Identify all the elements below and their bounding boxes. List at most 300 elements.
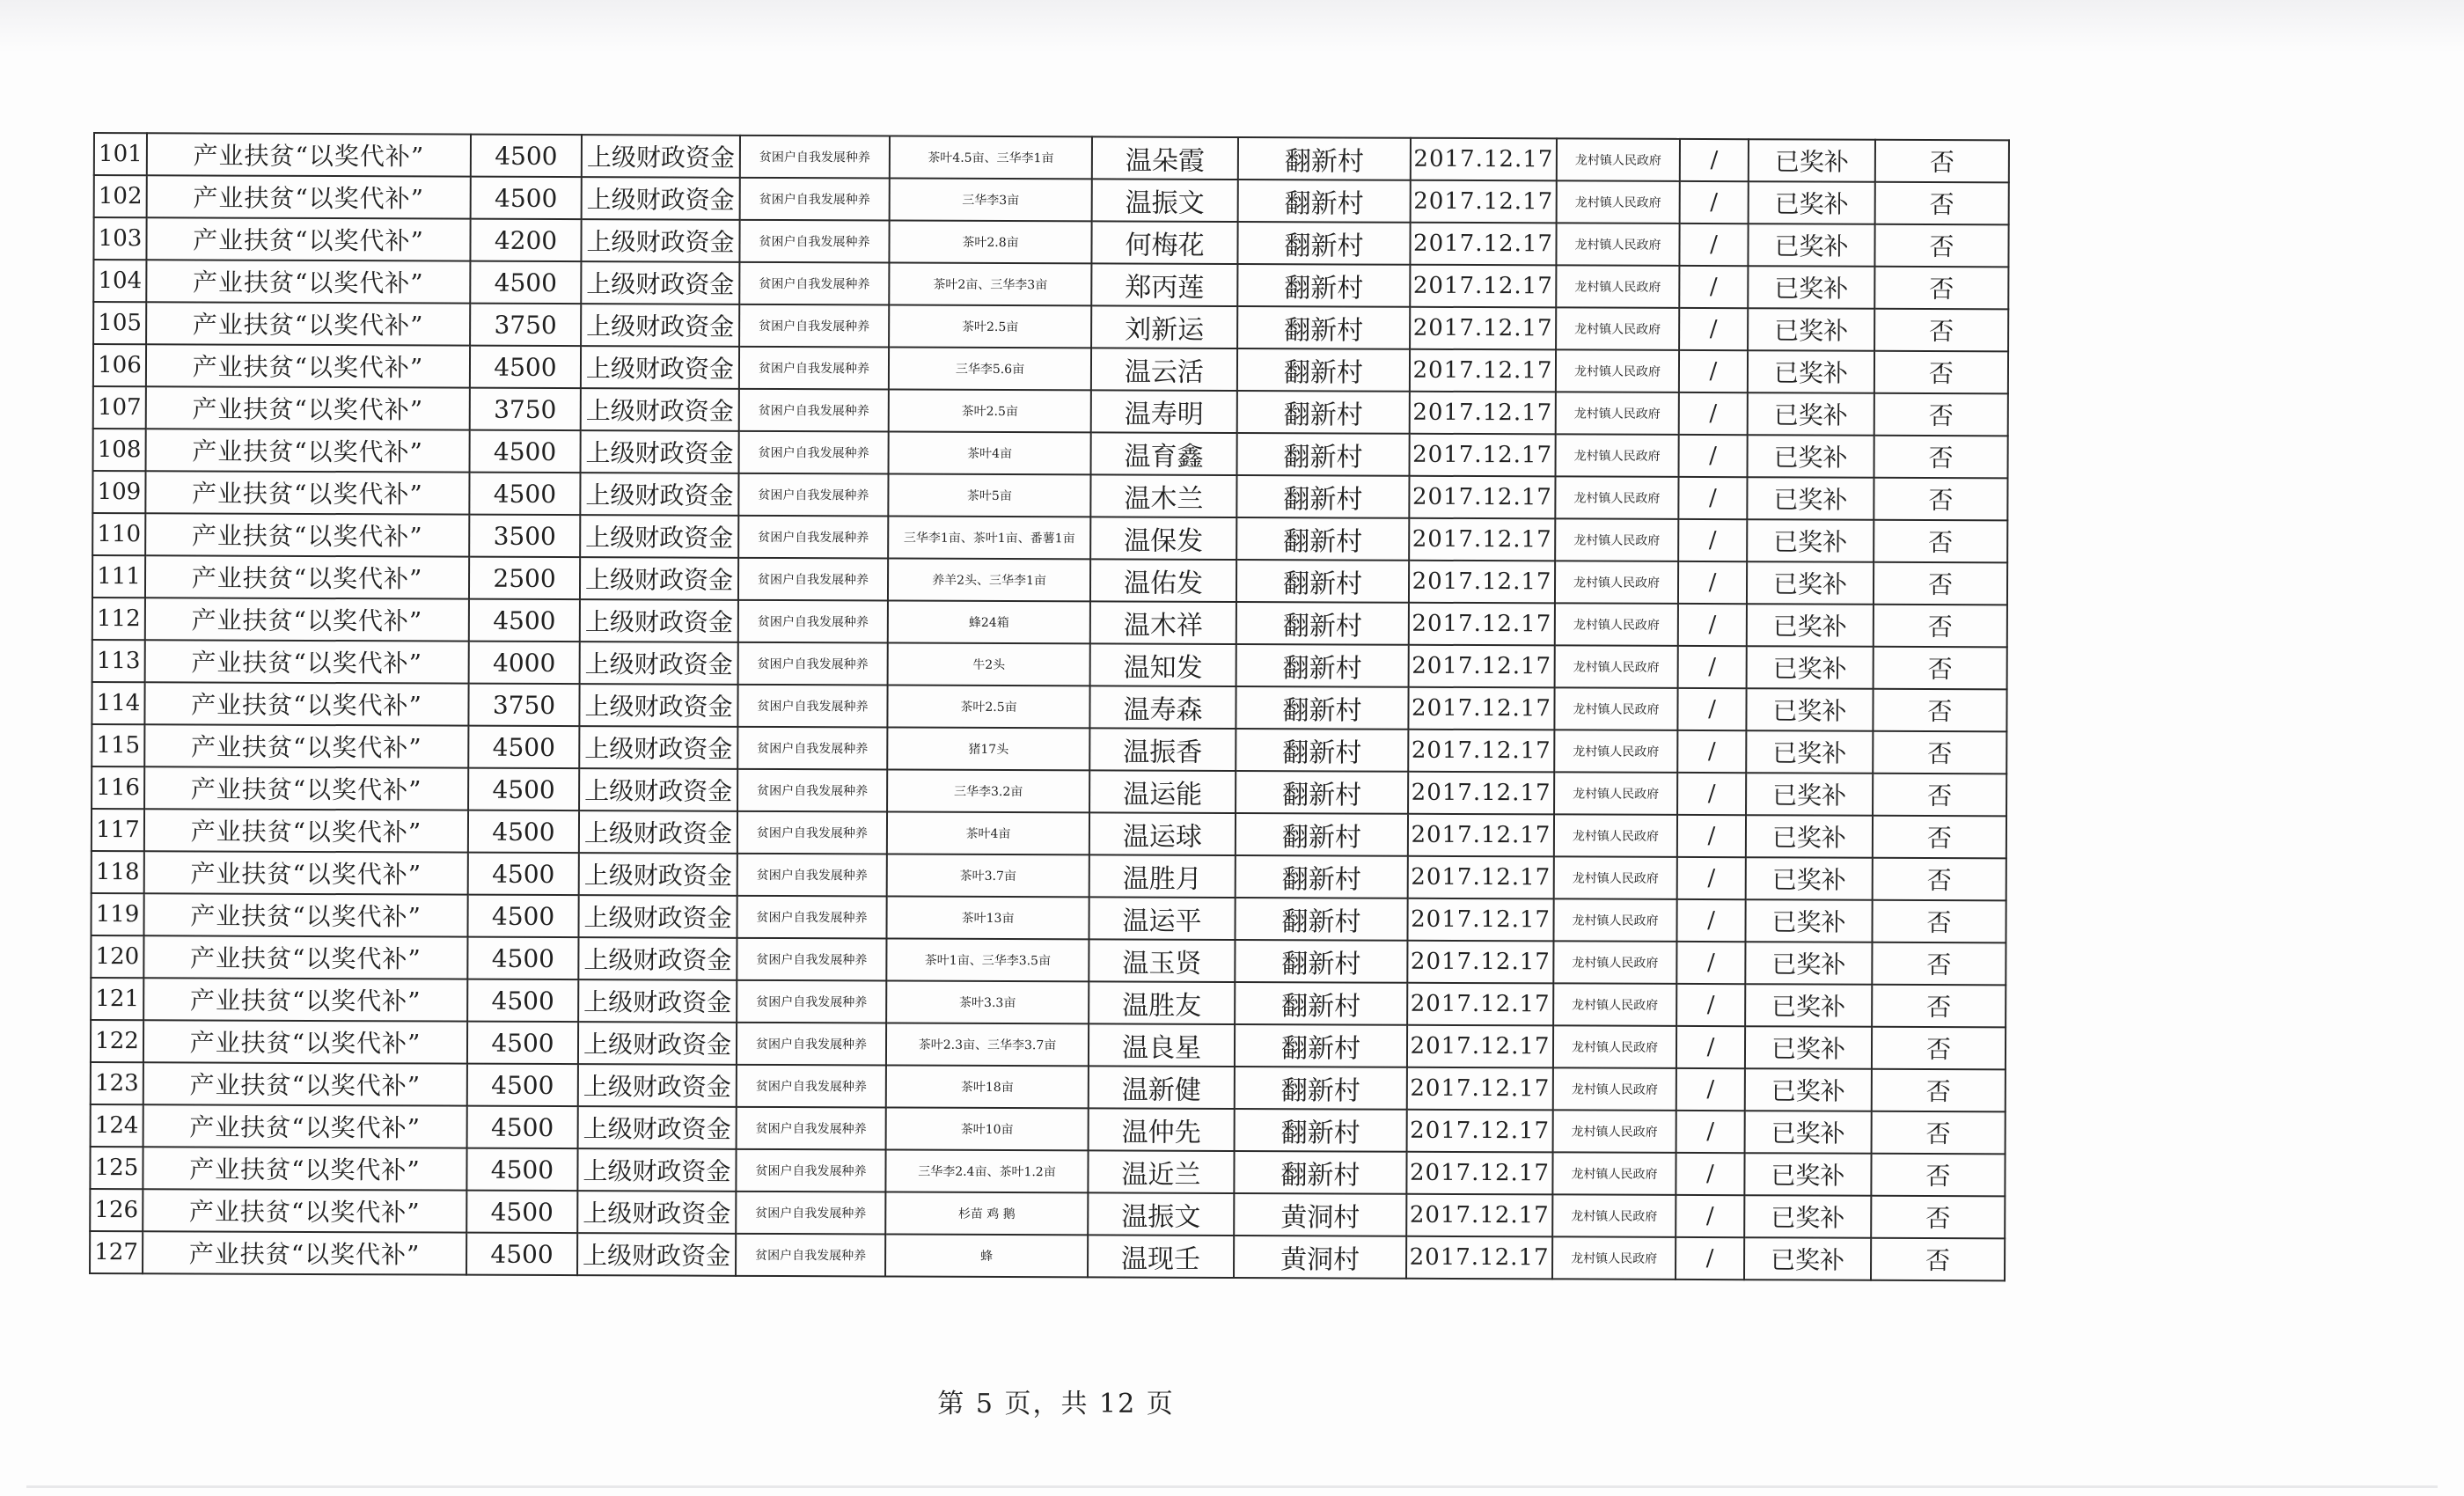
row-number-cell: 121: [91, 978, 143, 1020]
table-row: [92, 640, 2007, 689]
table-row: [93, 429, 2008, 478]
blank-mark-cell: /: [1680, 181, 1749, 224]
beneficiary-name-cell: 温新健: [1089, 1066, 1235, 1109]
subsidy-amount-cell: 4500: [469, 473, 580, 515]
row-number-cell: 127: [90, 1231, 143, 1273]
subsidy-status-cell: 已奖补: [1748, 224, 1874, 267]
issuing-org-cell: 龙村镇人民政府: [1554, 772, 1677, 815]
issuing-org-cell: 龙村镇人民政府: [1553, 1025, 1676, 1068]
beneficiary-name-cell: 温玉贤: [1089, 939, 1235, 982]
subsidy-status-cell: 已奖补: [1746, 773, 1873, 816]
issuing-org-cell: 龙村镇人民政府: [1556, 223, 1679, 266]
payment-date-cell: 2017.12.17: [1408, 856, 1554, 899]
project-name-cell: 产业扶贫“以奖代补”: [143, 935, 467, 979]
subsidy-amount-cell: 4500: [470, 430, 581, 473]
support-type-cell: 贫困户自我发展种养: [737, 896, 886, 939]
subsidy-status-cell: 已奖补: [1747, 646, 1874, 689]
planting-detail-cell: 三华李3亩: [890, 178, 1092, 221]
row-number-cell: 114: [92, 682, 144, 724]
blank-mark-cell: /: [1678, 561, 1747, 604]
subsidy-amount-cell: 3750: [468, 684, 579, 726]
payment-date-cell: 2017.12.17: [1407, 1067, 1553, 1111]
row-number-cell: 104: [93, 260, 146, 302]
beneficiary-name-cell: 刘新运: [1091, 305, 1237, 348]
project-name-cell: 产业扶贫“以奖代补”: [143, 893, 467, 936]
project-name-cell: 产业扶贫“以奖代补”: [143, 1147, 466, 1190]
payment-date-cell: 2017.12.17: [1406, 1194, 1552, 1237]
support-type-cell: 贫困户自我发展种养: [738, 558, 888, 601]
fund-source-cell: 上级财政资金: [581, 388, 739, 431]
fund-source-cell: 上级财政资金: [579, 684, 737, 727]
subsidy-status-cell: 已奖补: [1745, 899, 1872, 942]
planting-detail-cell: 茶叶2.3亩、三华李3.7亩: [886, 1023, 1089, 1066]
planting-detail-cell: 茶叶10亩: [886, 1107, 1089, 1150]
village-name-cell: 翻新村: [1234, 1151, 1406, 1194]
subsidy-amount-cell: 4500: [467, 895, 578, 937]
flag-value-cell: 否: [1875, 182, 2009, 225]
issuing-org-cell: 龙村镇人民政府: [1555, 561, 1678, 604]
planting-detail-cell: 茶叶1亩、三华李3.5亩: [886, 938, 1089, 981]
village-name-cell: 翻新村: [1236, 644, 1409, 687]
fund-source-cell: 上级财政资金: [582, 135, 740, 178]
subsidy-amount-cell: 2500: [469, 557, 580, 599]
project-name-cell: 产业扶贫“以奖代补”: [146, 260, 470, 303]
fund-source-cell: 上级财政资金: [580, 473, 738, 516]
blank-mark-cell: /: [1676, 1153, 1744, 1195]
beneficiary-name-cell: 温运平: [1089, 897, 1235, 940]
project-name-cell: 产业扶贫“以奖代补”: [145, 640, 469, 683]
blank-mark-cell: /: [1676, 899, 1745, 942]
issuing-org-cell: 龙村镇人民政府: [1554, 730, 1677, 773]
issuing-org-cell: 龙村镇人民政府: [1556, 349, 1679, 392]
subsidy-amount-cell: 4500: [469, 599, 580, 642]
fund-source-cell: 上级财政资金: [577, 1233, 736, 1276]
project-name-cell: 产业扶贫“以奖代补”: [143, 978, 467, 1021]
support-type-cell: 贫困户自我发展种养: [736, 1192, 885, 1235]
fund-source-cell: 上级财政资金: [581, 304, 739, 347]
row-number-cell: 106: [93, 344, 146, 386]
payment-date-cell: 2017.12.17: [1406, 1236, 1552, 1280]
support-type-cell: 贫困户自我发展种养: [739, 347, 889, 390]
planting-detail-cell: 三华李3.2亩: [887, 769, 1089, 812]
support-type-cell: 贫困户自我发展种养: [737, 1107, 886, 1150]
project-name-cell: 产业扶贫“以奖代补”: [143, 1189, 466, 1232]
flag-value-cell: 否: [1875, 140, 2009, 183]
row-number-cell: 101: [94, 133, 147, 175]
row-number-cell: 126: [90, 1189, 143, 1231]
row-number-cell: 125: [90, 1147, 143, 1189]
issuing-org-cell: 龙村镇人民政府: [1554, 814, 1677, 857]
flag-value-cell: 否: [1872, 985, 2006, 1028]
blank-mark-cell: /: [1676, 1237, 1744, 1280]
subsidy-status-cell: 已奖补: [1748, 435, 1874, 478]
beneficiary-name-cell: 温现壬: [1088, 1235, 1234, 1278]
payment-date-cell: 2017.12.17: [1409, 603, 1555, 646]
beneficiary-name-cell: 温云活: [1091, 348, 1237, 391]
row-number-cell: 102: [94, 175, 147, 217]
village-name-cell: 翻新村: [1235, 1109, 1407, 1152]
subsidy-amount-cell: 4500: [468, 768, 579, 810]
support-type-cell: 贫困户自我发展种养: [737, 938, 886, 981]
support-type-cell: 贫困户自我发展种养: [737, 854, 887, 897]
blank-mark-cell: /: [1678, 519, 1747, 561]
issuing-org-cell: 龙村镇人民政府: [1553, 898, 1676, 942]
support-type-cell: 贫困户自我发展种养: [738, 600, 888, 643]
flag-value-cell: 否: [1873, 731, 2006, 774]
village-name-cell: 翻新村: [1238, 137, 1411, 180]
support-type-cell: 贫困户自我发展种养: [737, 980, 886, 1023]
scan-shadow: [0, 0, 2464, 53]
beneficiary-name-cell: 温运球: [1089, 812, 1236, 855]
subsidy-status-cell: 已奖补: [1747, 604, 1874, 647]
table-row: [91, 1104, 2006, 1154]
table-row: [90, 1189, 2005, 1238]
planting-detail-cell: 茶叶2亩、三华李3亩: [889, 262, 1091, 305]
table-row: [92, 555, 2007, 605]
payment-date-cell: 2017.12.17: [1406, 1152, 1552, 1195]
project-name-cell: 产业扶贫“以奖代补”: [147, 175, 471, 218]
support-type-cell: 贫困户自我发展种养: [739, 389, 889, 432]
flag-value-cell: 否: [1874, 605, 2007, 648]
subsidy-amount-cell: 4500: [466, 1233, 577, 1275]
blank-mark-cell: /: [1676, 1026, 1745, 1068]
planting-detail-cell: 茶叶3.3亩: [886, 980, 1089, 1023]
payment-date-cell: 2017.12.17: [1407, 1110, 1553, 1153]
fund-source-cell: 上级财政资金: [578, 895, 737, 938]
row-number-cell: 108: [93, 429, 146, 471]
subsidy-status-cell: 已奖补: [1745, 942, 1872, 985]
subsidy-amount-cell: 4500: [470, 261, 581, 304]
table-row: [92, 851, 2006, 900]
table-row: [92, 724, 2006, 774]
row-number-cell: 113: [92, 640, 145, 682]
support-type-cell: 贫困户自我发展种养: [736, 1234, 885, 1277]
row-number-cell: 122: [91, 1020, 143, 1062]
row-number-cell: 117: [92, 809, 144, 851]
beneficiary-name-cell: 温知发: [1090, 643, 1236, 686]
beneficiary-name-cell: 温胜月: [1089, 854, 1236, 898]
subsidy-status-cell: 已奖补: [1747, 477, 1874, 520]
beneficiary-name-cell: 温木兰: [1090, 474, 1236, 517]
village-name-cell: 翻新村: [1238, 180, 1411, 223]
subsidy-amount-cell: 4500: [467, 937, 578, 979]
planting-detail-cell: 猪17头: [887, 727, 1089, 770]
village-name-cell: 翻新村: [1236, 771, 1408, 814]
subsidy-amount-cell: 4500: [466, 1191, 577, 1233]
issuing-org-cell: 龙村镇人民政府: [1553, 941, 1676, 984]
planting-detail-cell: 茶叶3.7亩: [887, 854, 1089, 897]
flag-value-cell: 否: [1872, 1111, 2006, 1155]
row-number-cell: 112: [92, 598, 145, 640]
project-name-cell: 产业扶贫“以奖代补”: [146, 429, 470, 472]
payment-date-cell: 2017.12.17: [1410, 307, 1556, 350]
support-type-cell: 贫困户自我发展种养: [739, 220, 889, 263]
payment-date-cell: 2017.12.17: [1411, 180, 1557, 224]
subsidy-amount-cell: 4500: [470, 346, 581, 388]
village-name-cell: 翻新村: [1236, 602, 1409, 645]
blank-mark-cell: /: [1679, 392, 1748, 435]
flag-value-cell: 否: [1871, 1196, 2005, 1239]
blank-mark-cell: /: [1677, 773, 1746, 815]
subsidy-amount-cell: 3750: [470, 388, 581, 430]
subsidy-amount-cell: 4500: [467, 1064, 578, 1106]
fund-source-cell: 上级财政资金: [582, 177, 740, 220]
planting-detail-cell: 牛2头: [888, 642, 1090, 686]
project-name-cell: 产业扶贫“以奖代补”: [146, 386, 470, 429]
village-name-cell: 黄洞村: [1234, 1236, 1406, 1279]
subsidy-amount-cell: 4500: [471, 135, 582, 177]
project-name-cell: 产业扶贫“以奖代补”: [144, 682, 468, 725]
project-name-cell: 产业扶贫“以奖代补”: [145, 555, 469, 598]
row-number-cell: 118: [92, 851, 144, 893]
support-type-cell: 贫困户自我发展种养: [737, 769, 887, 812]
row-number-cell: 116: [92, 766, 144, 809]
subsidy-amount-cell: 4500: [467, 979, 578, 1022]
table-row: [93, 386, 2008, 436]
scan-edge: [26, 1485, 2438, 1488]
blank-mark-cell: /: [1678, 477, 1747, 519]
blank-mark-cell: /: [1676, 984, 1745, 1026]
project-name-cell: 产业扶贫“以奖代补”: [146, 344, 470, 387]
table-row: [90, 1147, 2005, 1196]
fund-source-cell: 上级财政资金: [580, 599, 738, 642]
fund-source-cell: 上级财政资金: [579, 810, 737, 854]
planting-detail-cell: 杉苗 鸡 鹅: [885, 1192, 1088, 1235]
village-name-cell: 翻新村: [1235, 1024, 1407, 1067]
flag-value-cell: 否: [1873, 689, 2006, 732]
blank-mark-cell: /: [1679, 266, 1748, 308]
planting-detail-cell: 茶叶4亩: [889, 431, 1091, 474]
support-type-cell: 贫困户自我发展种养: [737, 727, 887, 770]
village-name-cell: 翻新村: [1235, 1067, 1407, 1110]
planting-detail-cell: 茶叶2.5亩: [889, 304, 1091, 348]
beneficiary-name-cell: 温育鑫: [1091, 432, 1237, 475]
planting-detail-cell: 三华李2.4亩、茶叶1.2亩: [885, 1149, 1088, 1192]
beneficiary-name-cell: 郑丙莲: [1091, 263, 1237, 306]
payment-date-cell: 2017.12.17: [1407, 941, 1553, 984]
planting-detail-cell: 茶叶4亩: [887, 811, 1089, 854]
project-name-cell: 产业扶贫“以奖代补”: [145, 598, 469, 641]
planting-detail-cell: 三华李1亩、茶叶1亩、番薯1亩: [888, 516, 1090, 559]
fund-source-cell: 上级财政资金: [579, 768, 737, 811]
fund-source-cell: 上级财政资金: [579, 853, 737, 896]
village-name-cell: 翻新村: [1236, 560, 1409, 603]
payment-date-cell: 2017.12.17: [1409, 561, 1555, 604]
fund-source-cell: 上级财政资金: [578, 1064, 737, 1107]
planting-detail-cell: 茶叶4.5亩、三华李1亩: [890, 136, 1092, 179]
payment-date-cell: 2017.12.17: [1408, 730, 1554, 773]
support-type-cell: 贫困户自我发展种养: [740, 136, 890, 179]
subsidy-status-cell: 已奖补: [1745, 1111, 1872, 1154]
table-row: [94, 133, 2009, 182]
issuing-org-cell: 龙村镇人民政府: [1556, 392, 1679, 435]
issuing-org-cell: 龙村镇人民政府: [1554, 687, 1677, 730]
issuing-org-cell: 龙村镇人民政府: [1552, 1236, 1676, 1280]
table-row: [90, 1231, 2005, 1280]
issuing-org-cell: 龙村镇人民政府: [1553, 1067, 1676, 1111]
project-name-cell: 产业扶贫“以奖代补”: [144, 851, 468, 894]
support-type-cell: 贫困户自我发展种养: [738, 516, 888, 559]
fund-source-cell: 上级财政资金: [581, 261, 739, 304]
blank-mark-cell: /: [1679, 350, 1748, 392]
flag-value-cell: 否: [1872, 900, 2006, 943]
subsidy-status-cell: 已奖补: [1744, 1153, 1871, 1196]
beneficiary-name-cell: 何梅花: [1091, 221, 1237, 264]
planting-detail-cell: 茶叶2.5亩: [889, 389, 1091, 432]
project-name-cell: 产业扶贫“以奖代补”: [146, 302, 470, 345]
project-name-cell: 产业扶贫“以奖代补”: [143, 1231, 466, 1274]
fund-source-cell: 上级财政资金: [579, 726, 737, 769]
payment-date-cell: 2017.12.17: [1407, 1025, 1553, 1068]
planting-detail-cell: 茶叶13亩: [886, 896, 1089, 939]
village-name-cell: 翻新村: [1237, 264, 1410, 307]
payment-date-cell: 2017.12.17: [1410, 349, 1556, 392]
row-number-cell: 109: [92, 471, 145, 513]
flag-value-cell: 否: [1874, 647, 2007, 690]
subsidy-amount-cell: 4500: [468, 853, 579, 895]
issuing-org-cell: 龙村镇人民政府: [1557, 138, 1680, 181]
fund-source-cell: 上级财政资金: [577, 1191, 736, 1234]
row-number-cell: 105: [93, 302, 146, 344]
blank-mark-cell: /: [1676, 1195, 1744, 1237]
village-name-cell: 翻新村: [1236, 813, 1408, 856]
blank-mark-cell: /: [1677, 815, 1746, 857]
planting-detail-cell: 茶叶5亩: [888, 473, 1090, 517]
project-name-cell: 产业扶贫“以奖代补”: [146, 217, 470, 260]
flag-value-cell: 否: [1874, 562, 2007, 605]
planting-detail-cell: 茶叶18亩: [886, 1065, 1089, 1108]
village-name-cell: 翻新村: [1237, 348, 1410, 392]
fund-source-cell: 上级财政资金: [580, 642, 738, 685]
planting-detail-cell: 蜂: [885, 1234, 1088, 1277]
blank-mark-cell: /: [1680, 139, 1749, 181]
subsidy-amount-cell: 4500: [468, 810, 579, 853]
issuing-org-cell: 龙村镇人民政府: [1552, 1152, 1676, 1195]
table-row: [92, 809, 2006, 858]
table-row: [94, 175, 2009, 224]
flag-value-cell: 否: [1874, 436, 2008, 479]
flag-value-cell: 否: [1874, 351, 2008, 394]
support-type-cell: 贫困户自我发展种养: [739, 304, 889, 348]
subsidy-status-cell: 已奖补: [1748, 308, 1874, 351]
village-name-cell: 翻新村: [1236, 686, 1408, 730]
support-type-cell: 贫困户自我发展种养: [737, 1023, 886, 1066]
flag-value-cell: 否: [1871, 1154, 2005, 1197]
fund-source-cell: 上级财政资金: [580, 515, 738, 558]
subsidy-status-cell: 已奖补: [1749, 181, 1875, 224]
subsidy-amount-cell: 4200: [470, 219, 581, 261]
row-number-cell: 119: [91, 893, 143, 935]
fund-source-cell: 上级财政资金: [578, 937, 737, 980]
payment-date-cell: 2017.12.17: [1408, 772, 1554, 815]
flag-value-cell: 否: [1872, 1069, 2006, 1112]
payment-date-cell: 2017.12.17: [1407, 898, 1553, 942]
village-name-cell: 翻新村: [1236, 729, 1408, 772]
village-name-cell: 翻新村: [1237, 306, 1410, 349]
page-footer: 第 5 页，共 12 页: [937, 1389, 1175, 1419]
beneficiary-name-cell: 温振文: [1088, 1192, 1234, 1236]
support-type-cell: 贫困户自我发展种养: [740, 178, 890, 221]
beneficiary-name-cell: 温保发: [1090, 517, 1236, 560]
flag-value-cell: 否: [1874, 224, 2008, 268]
flag-value-cell: 否: [1872, 942, 2006, 986]
flag-value-cell: 否: [1871, 1238, 2005, 1281]
village-name-cell: 翻新村: [1237, 222, 1410, 265]
issuing-org-cell: 龙村镇人民政府: [1555, 603, 1678, 646]
beneficiary-name-cell: 温振香: [1089, 728, 1236, 771]
payment-date-cell: 2017.12.17: [1410, 392, 1556, 435]
village-name-cell: 翻新村: [1237, 433, 1410, 476]
row-number-cell: 115: [92, 724, 144, 766]
table-row: [92, 471, 2007, 520]
subsidy-amount-cell: 4500: [466, 1148, 577, 1191]
planting-detail-cell: 茶叶2.8亩: [889, 220, 1091, 263]
support-type-cell: 贫困户自我发展种养: [738, 473, 888, 517]
payment-date-cell: 2017.12.17: [1409, 518, 1555, 561]
planting-detail-cell: 三华李5.6亩: [889, 347, 1091, 390]
issuing-org-cell: 龙村镇人民政府: [1555, 518, 1678, 561]
table-row: [93, 217, 2008, 267]
payment-date-cell: 2017.12.17: [1411, 138, 1557, 181]
village-name-cell: 翻新村: [1236, 517, 1409, 561]
subsidy-status-cell: 已奖补: [1748, 350, 1874, 393]
beneficiary-name-cell: 温朵霞: [1092, 136, 1238, 180]
blank-mark-cell: /: [1677, 730, 1746, 773]
beneficiary-name-cell: 温振文: [1092, 179, 1238, 222]
village-name-cell: 翻新村: [1235, 940, 1407, 983]
fund-source-cell: 上级财政资金: [578, 979, 737, 1023]
subsidy-status-cell: 已奖补: [1745, 1068, 1872, 1111]
subsidy-status-cell: 已奖补: [1748, 392, 1874, 436]
payment-date-cell: 2017.12.17: [1408, 814, 1554, 857]
beneficiary-name-cell: 温运能: [1089, 770, 1236, 813]
payment-date-cell: 2017.12.17: [1409, 645, 1555, 688]
support-type-cell: 贫困户自我发展种养: [738, 642, 888, 686]
support-type-cell: 贫困户自我发展种养: [737, 811, 887, 854]
table-row: [92, 513, 2007, 562]
fund-source-cell: 上级财政资金: [581, 430, 739, 473]
table-row: [91, 978, 2006, 1027]
flag-value-cell: 否: [1874, 309, 2008, 352]
project-name-cell: 产业扶贫“以奖代补”: [144, 724, 468, 767]
flag-value-cell: 否: [1873, 816, 2006, 859]
blank-mark-cell: /: [1678, 646, 1747, 688]
subsidy-amount-cell: 3750: [470, 304, 581, 346]
subsidy-status-cell: 已奖补: [1745, 1026, 1872, 1069]
table-row: [92, 766, 2006, 816]
beneficiary-name-cell: 温胜友: [1089, 981, 1235, 1024]
subsidy-ledger-table: [89, 132, 2010, 1281]
issuing-org-cell: 龙村镇人民政府: [1555, 645, 1678, 688]
village-name-cell: 翻新村: [1237, 391, 1410, 434]
project-name-cell: 产业扶贫“以奖代补”: [144, 809, 468, 852]
beneficiary-name-cell: 温近兰: [1088, 1150, 1234, 1193]
blank-mark-cell: /: [1679, 435, 1748, 477]
table-row: [91, 1020, 2006, 1069]
village-name-cell: 翻新村: [1236, 475, 1409, 518]
village-name-cell: 翻新村: [1236, 855, 1408, 898]
subsidy-amount-cell: 4500: [467, 1022, 578, 1064]
payment-date-cell: 2017.12.17: [1408, 687, 1554, 730]
blank-mark-cell: /: [1676, 1068, 1745, 1111]
project-name-cell: 产业扶贫“以奖代补”: [145, 513, 469, 556]
row-number-cell: 110: [92, 513, 145, 555]
village-name-cell: 翻新村: [1235, 898, 1407, 941]
village-name-cell: 翻新村: [1235, 982, 1407, 1025]
subsidy-amount-cell: 4500: [467, 1106, 578, 1148]
flag-value-cell: 否: [1874, 520, 2007, 563]
table-row: [91, 935, 2006, 985]
